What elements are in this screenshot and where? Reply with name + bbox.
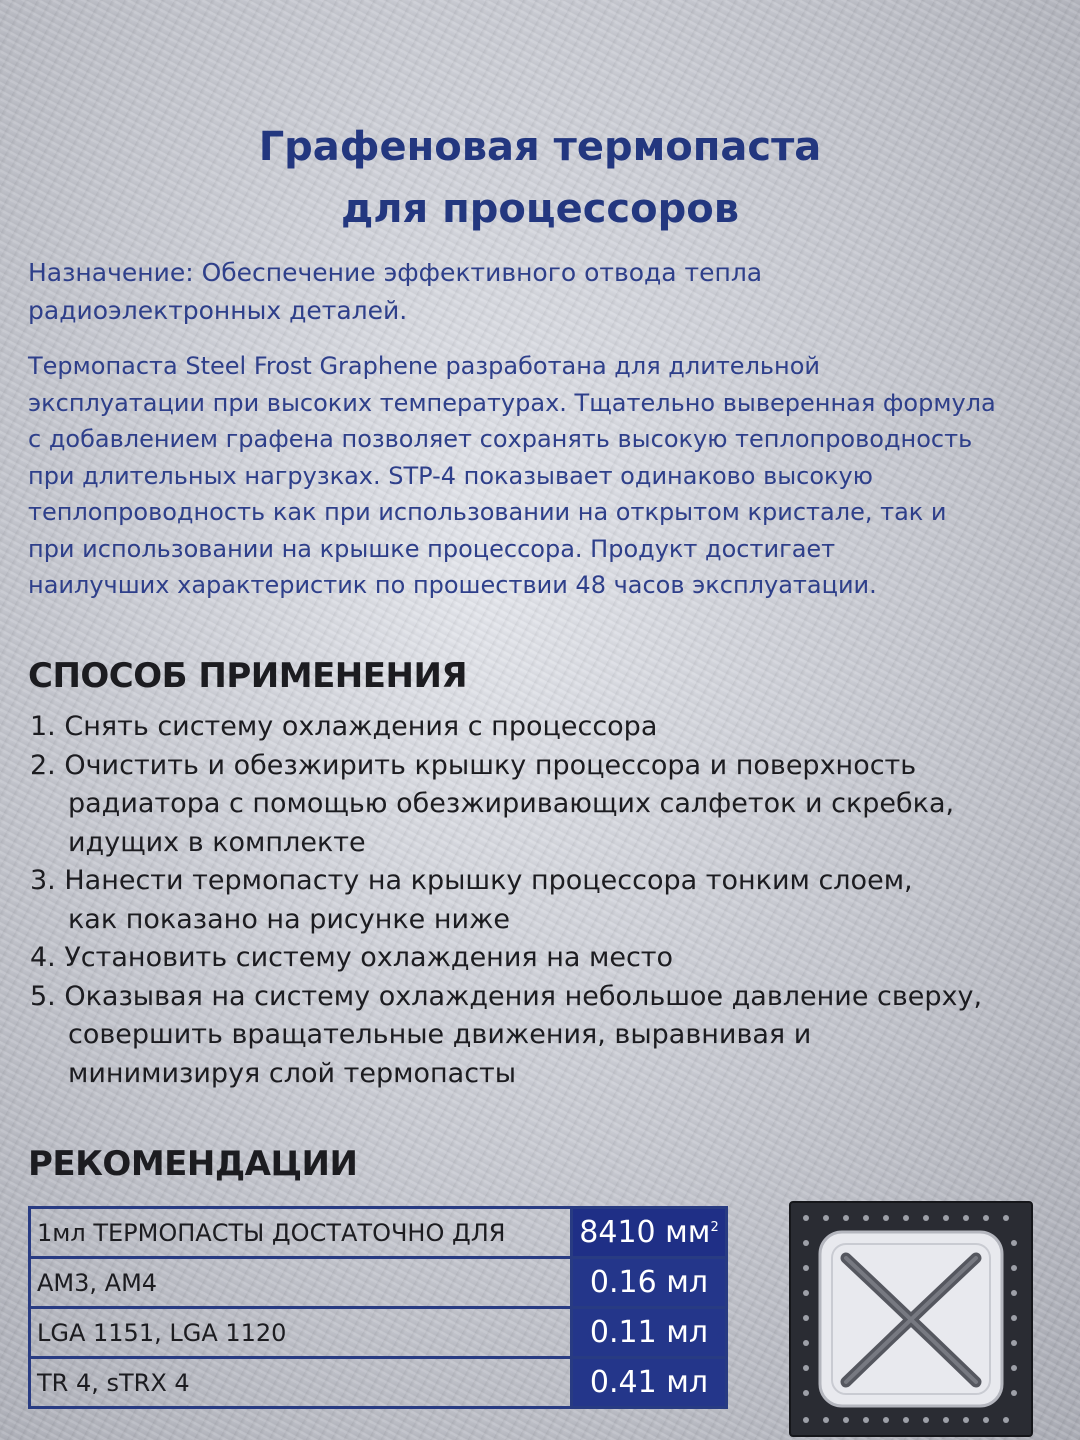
text-line: при использовании на крышке процессора. Продукт достигает	[28, 534, 836, 563]
step-continuation-line: как показано на рисунке ниже	[68, 903, 511, 935]
table-row	[30, 1208, 727, 1258]
amount-cell: 0.16 мл	[572, 1258, 727, 1308]
step-line: 2. Очистить и обезжирить крышку процессора и поверхность	[30, 749, 917, 781]
amount-cell: 0.11 мл	[572, 1308, 727, 1358]
text-line: Термопаста Steel Frost Graphene разработана для длительной	[28, 352, 821, 380]
table-row	[30, 1308, 727, 1358]
coverage-value-number: 8410 мм	[579, 1215, 711, 1250]
socket-cell: AM3, AM4	[30, 1258, 572, 1308]
coverage-value	[572, 1208, 727, 1258]
application-steps-list	[30, 708, 1070, 1093]
text-line: при длительных нагрузках. STP-4 показывает одинаково высокую	[28, 461, 873, 490]
recommendations-heading: РЕКОМЕНДАЦИИ	[28, 1144, 358, 1184]
text-line: Назначение: Обеспечение эффективного отвода тепла	[28, 258, 763, 287]
step-line: 5. Оказывая на систему охлаждения небольшое давление сверху,	[30, 980, 983, 1012]
table-row	[30, 1358, 727, 1408]
purpose-paragraph	[28, 254, 1068, 330]
table-row	[30, 1258, 727, 1308]
step-continuation-line: совершить вращательные движения, выравнивая и	[68, 1019, 812, 1050]
title-line: Графеновая термопаста	[258, 124, 822, 170]
step-line: 3. Нанести термопасту на крышку процессора тонким слоем,	[30, 865, 913, 896]
description-paragraph	[28, 348, 1068, 604]
socket-cell: TR 4, sTRX 4	[30, 1358, 572, 1408]
socket-cell: LGA 1151, LGA 1120	[30, 1308, 572, 1358]
text-line: эксплуатации при высоких температурах. Тщательно выверенная формула	[28, 388, 996, 417]
title-line: для процессоров	[340, 186, 740, 232]
step-line: 1. Снять систему охлаждения с процессора	[30, 711, 658, 742]
coverage-unit-superscript: 2	[710, 1220, 719, 1235]
step-continuation-line: идущих в комплекте	[68, 826, 366, 858]
step-continuation-line: минимизируя слой термопасты	[68, 1057, 517, 1089]
recommendations-table	[28, 1206, 728, 1409]
page-title	[0, 116, 1080, 240]
step-continuation-line: радиатора с помощью обезжиривающих салфеток и скребка,	[68, 788, 955, 819]
coverage-label: 1мл ТЕРМОПАСТЫ ДОСТАТОЧНО ДЛЯ	[30, 1208, 572, 1258]
step-line: 4. Установить систему охлаждения на место	[30, 942, 674, 973]
text-line: радиоэлектронных деталей.	[28, 296, 408, 325]
text-line: теплопроводность как при использовании на открытом кристале, так и	[28, 498, 947, 526]
amount-cell: 0.41 мл	[572, 1358, 727, 1408]
text-line: с добавлением графена позволяет сохранять высокую теплопроводность	[28, 425, 973, 453]
cpu-thermal-paste-x-pattern-icon	[786, 1198, 1036, 1440]
method-heading: СПОСОБ ПРИМЕНЕНИЯ	[28, 656, 468, 696]
text-line: наилучших характеристик по прошествии 48 часов эксплуатации.	[28, 571, 877, 599]
